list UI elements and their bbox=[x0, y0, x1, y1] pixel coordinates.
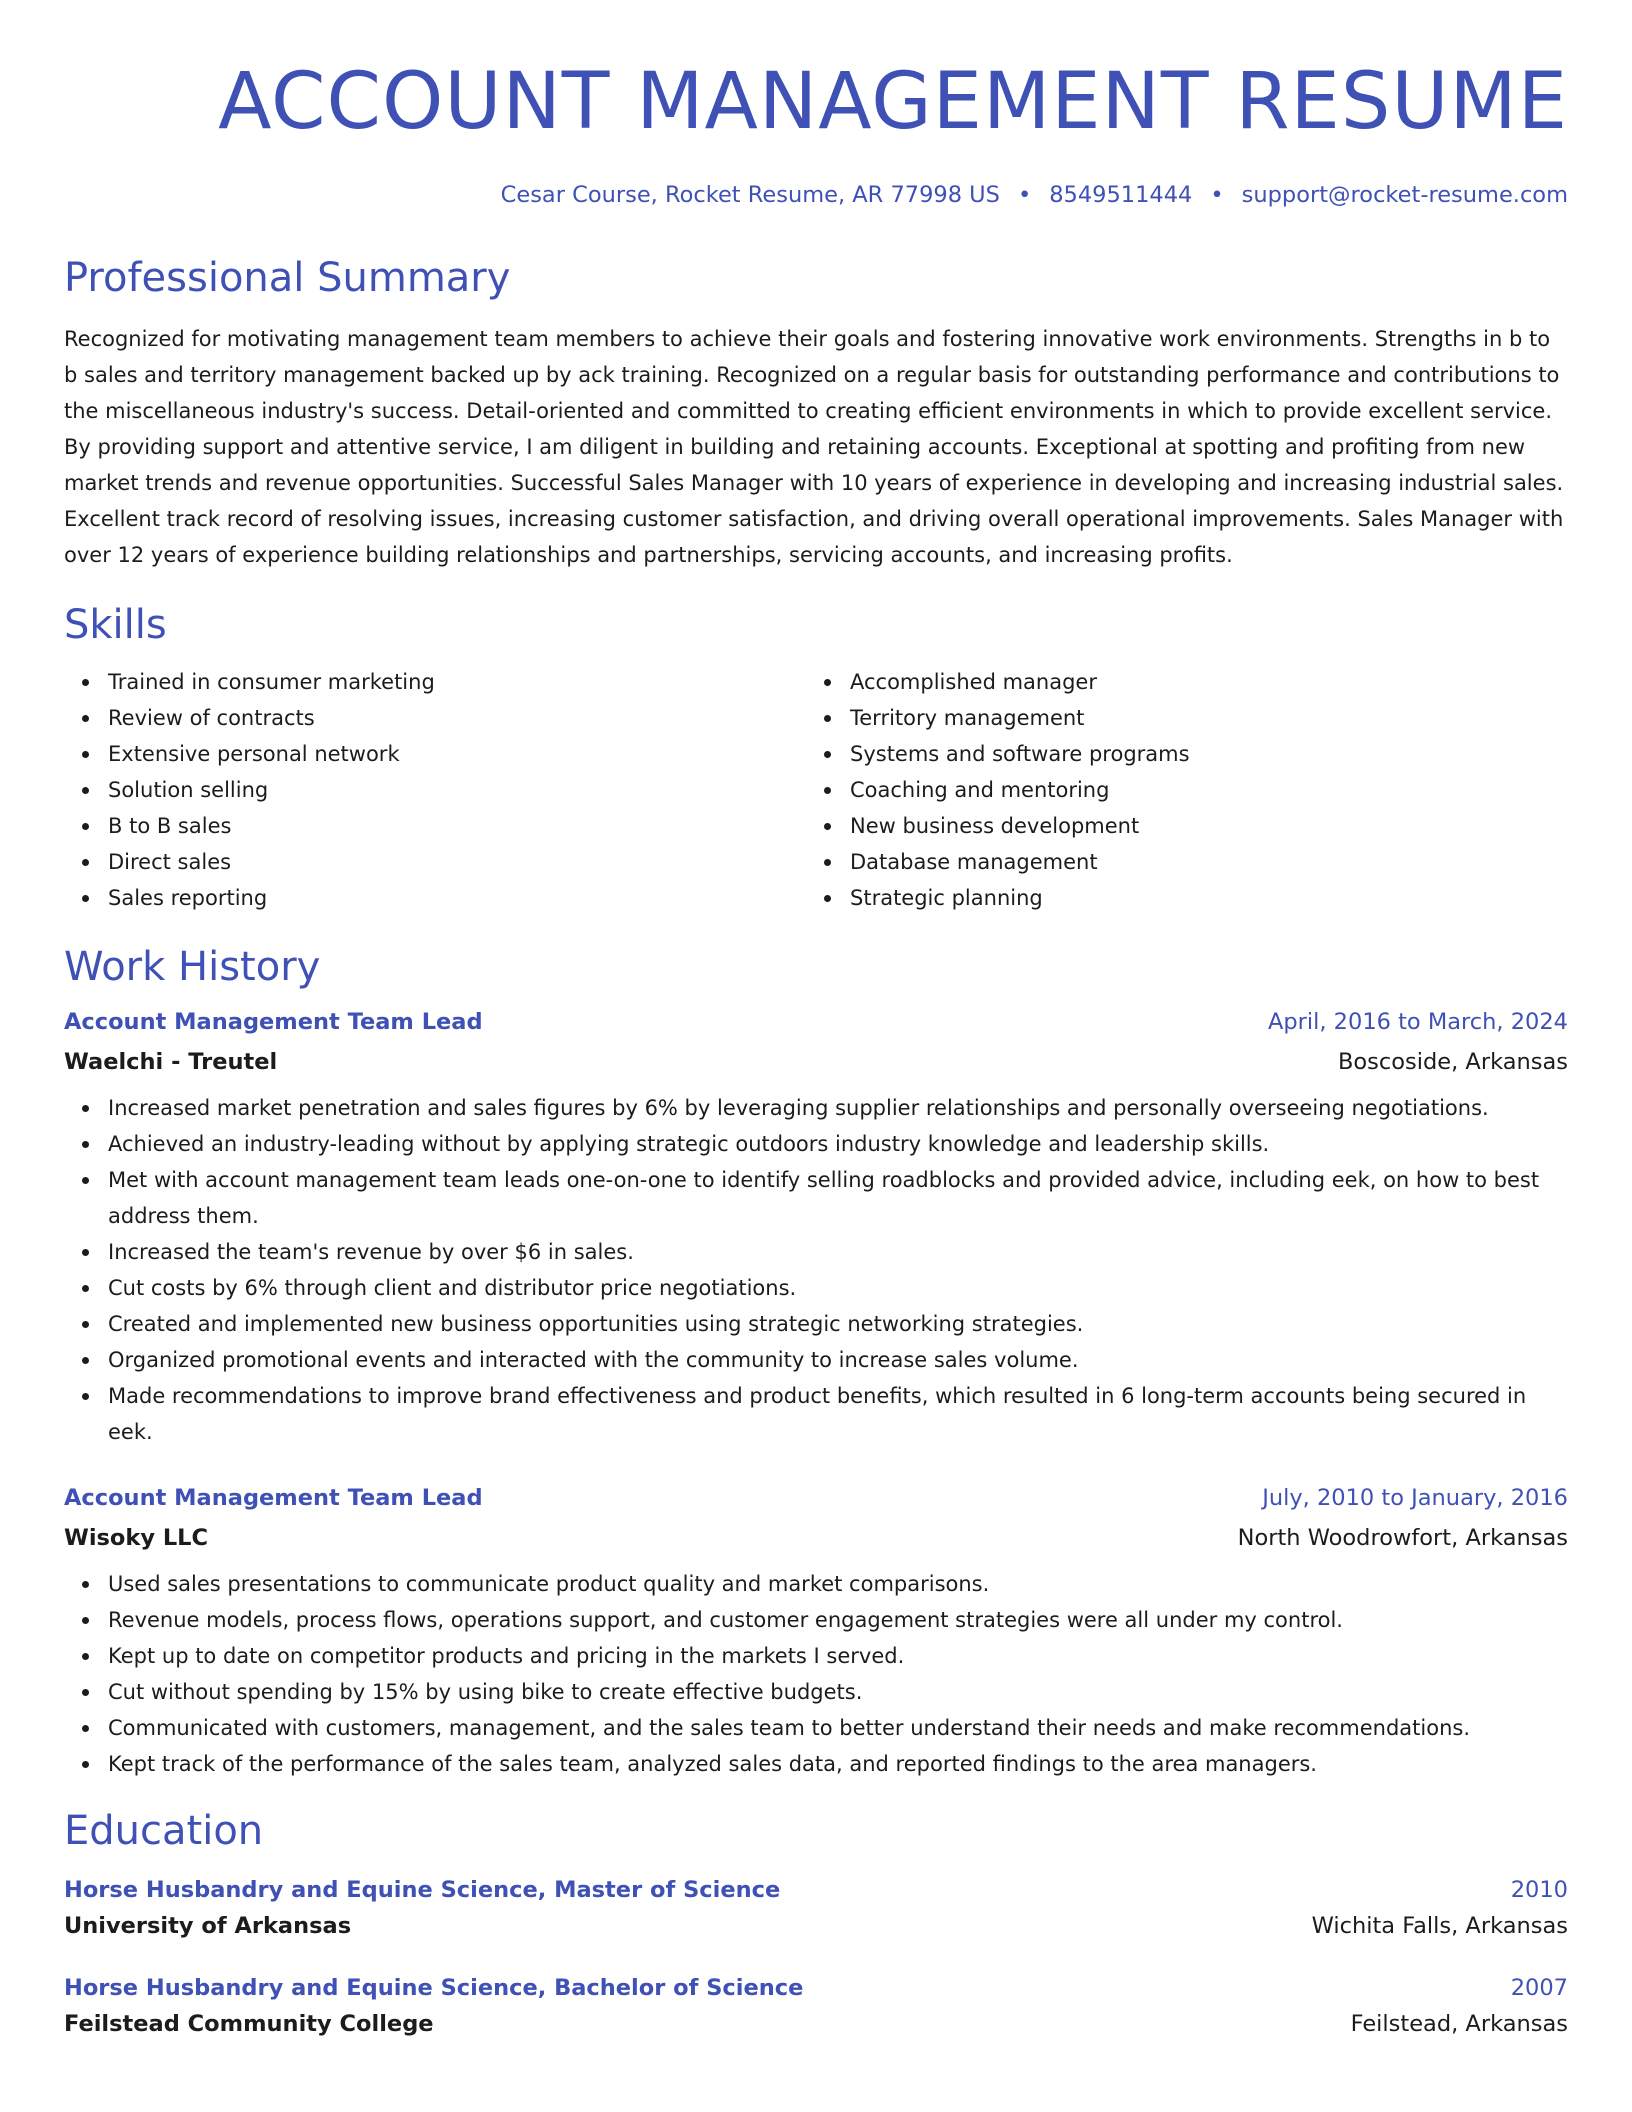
skill-item: Direct sales bbox=[108, 844, 806, 880]
skill-item: Systems and software programs bbox=[850, 736, 1548, 772]
job-duties bbox=[64, 1566, 1568, 1782]
job-duty: Communicated with customers, management, and the sales team to better understand their needs and make recommendations. bbox=[108, 1710, 1568, 1746]
job-dates: July, 2010 to January, 2016 bbox=[1262, 1485, 1568, 1511]
skills-list bbox=[64, 664, 1568, 916]
job-duty: Used sales presentations to communicate product quality and market comparisons. bbox=[108, 1566, 1568, 1602]
skill-item: Review of contracts bbox=[108, 700, 806, 736]
skill-item: Sales reporting bbox=[108, 880, 806, 916]
skill-item: B to B sales bbox=[108, 808, 806, 844]
skill-item: Coaching and mentoring bbox=[850, 772, 1548, 808]
job-entry bbox=[64, 1006, 1568, 1450]
job-duty: Achieved an industry-leading without by applying strategic outdoors industry knowledge and leadership skills. bbox=[108, 1126, 1568, 1162]
job-location: North Woodrowfort, Arkansas bbox=[1237, 1525, 1568, 1551]
work-history-heading: Work History bbox=[64, 944, 321, 990]
education-heading: Education bbox=[64, 1808, 264, 1854]
job-duty: Cut without spending by 15% by using bike to create effective budgets. bbox=[108, 1674, 1568, 1710]
skill-item: New business development bbox=[850, 808, 1548, 844]
job-duty: Created and implemented new business opportunities using strategic networking strategies. bbox=[108, 1306, 1568, 1342]
contact-separator: • bbox=[1017, 182, 1032, 208]
education-entry bbox=[64, 1972, 1568, 2040]
contact-separator: • bbox=[1210, 182, 1224, 208]
job-location: Boscoside, Arkansas bbox=[1337, 1049, 1568, 1075]
skill-item: Extensive personal network bbox=[108, 736, 806, 772]
skill-item: Database management bbox=[850, 844, 1548, 880]
job-duty: Met with account management team leads one-on-one to identify selling roadblocks and provided advice, including eek, on how to best address them. bbox=[108, 1162, 1568, 1234]
education-school: Feilstead Community College bbox=[64, 2011, 434, 2037]
job-duty: Organized promotional events and interacted with the community to increase sales volume. bbox=[108, 1342, 1568, 1378]
education-location: Feilstead, Arkansas bbox=[1350, 2011, 1568, 2037]
job-duty: Kept up to date on competitor products and pricing in the markets I served. bbox=[108, 1638, 1568, 1674]
education-year: 2010 bbox=[1510, 1877, 1568, 1903]
skills-column-left bbox=[64, 664, 806, 916]
summary-heading: Professional Summary bbox=[64, 255, 511, 301]
education-year: 2007 bbox=[1510, 1975, 1568, 2001]
skills-heading: Skills bbox=[64, 602, 167, 648]
education-degree: Horse Husbandry and Equine Science, Master of Science bbox=[64, 1877, 781, 1903]
job-duty: Increased market penetration and sales figures by 6% by leveraging supplier relationships and personally overseeing negotiations. bbox=[108, 1090, 1568, 1126]
education-location: Wichita Falls, Arkansas bbox=[1311, 1913, 1568, 1939]
job-company: Wisoky LLC bbox=[64, 1525, 209, 1551]
education-entry bbox=[64, 1874, 1568, 1942]
job-duty: Made recommendations to improve brand effectiveness and product benefits, which resulted in 6 long-term accounts being secured in eek. bbox=[108, 1378, 1568, 1450]
skill-item: Trained in consumer marketing bbox=[108, 664, 806, 700]
contact-address: Cesar Course, Rocket Resume, AR 77998 US bbox=[500, 182, 1000, 208]
resume-title: ACCOUNT MANAGEMENT RESUME bbox=[218, 57, 1568, 147]
job-duties bbox=[64, 1090, 1568, 1450]
job-company: Waelchi - Treutel bbox=[64, 1049, 278, 1075]
contact-line bbox=[64, 180, 1568, 210]
skills-column-right bbox=[806, 664, 1548, 916]
job-duty: Kept track of the performance of the sales team, analyzed sales data, and reported findings to the area managers. bbox=[108, 1746, 1568, 1782]
job-title: Account Management Team Lead bbox=[64, 1009, 483, 1035]
contact-phone: 8549511444 bbox=[1049, 182, 1193, 208]
job-duty: Revenue models, process flows, operations support, and customer engagement strategies were all under my control. bbox=[108, 1602, 1568, 1638]
education-degree: Horse Husbandry and Equine Science, Bachelor of Science bbox=[64, 1975, 804, 2001]
job-dates: April, 2016 to March, 2024 bbox=[1267, 1009, 1568, 1035]
skill-item: Strategic planning bbox=[850, 880, 1548, 916]
job-title: Account Management Team Lead bbox=[64, 1485, 483, 1511]
skill-item: Accomplished manager bbox=[850, 664, 1548, 700]
skill-item: Solution selling bbox=[108, 772, 806, 808]
contact-email: support@rocket-resume.com bbox=[1241, 182, 1568, 208]
job-duty: Cut costs by 6% through client and distributor price negotiations. bbox=[108, 1270, 1568, 1306]
job-duty: Increased the team's revenue by over $6 in sales. bbox=[108, 1234, 1568, 1270]
summary-text: Recognized for motivating management team members to achieve their goals and fostering innovative work environments. Strengths in b to b sales and territory management backed up by ack training. Recognized on a regular basis for outstanding performance and contributions to the miscellaneous industry's success. Detail-oriented and committed to creating efficient environments in which to provide excellent service. By providing support and attentive service, I am diligent in building and retaining accounts. Exceptional at spotting and profiting from new market trends and revenue opportunities. Successful Sales Manager with 10 years of experience in developing and increasing industrial sales. Excellent track record of resolving issues, increasing customer satisfaction, and driving overall operational improvements. Sales Manager with over 12 years of experience building relationships and partnerships, servicing accounts, and increasing profits. bbox=[64, 327, 1564, 567]
skill-item: Territory management bbox=[850, 700, 1548, 736]
job-entry bbox=[64, 1482, 1568, 1782]
education-school: University of Arkansas bbox=[64, 1913, 352, 1939]
